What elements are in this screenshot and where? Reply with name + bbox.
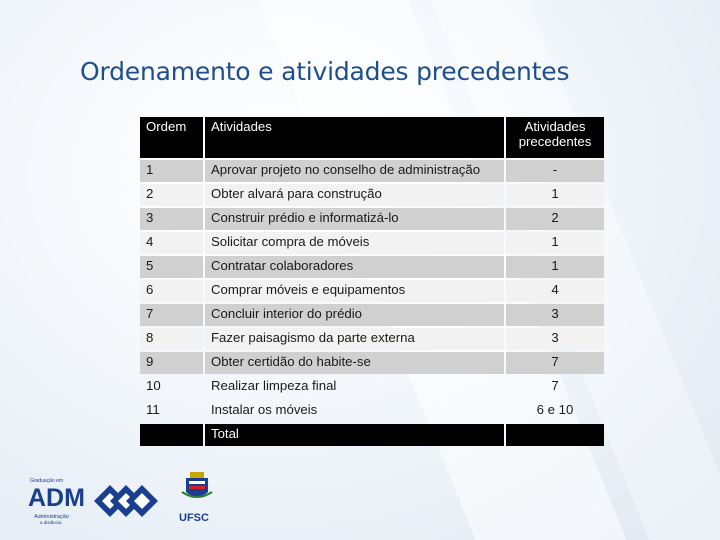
- cell-precedentes: 6 e 10: [536, 402, 574, 417]
- table-footer-row: [140, 424, 604, 446]
- table-row: [140, 376, 604, 398]
- cell-precedentes: 1: [506, 232, 604, 254]
- header-ordem: Ordem: [140, 117, 203, 158]
- cell-atividade: Solicitar compra de móveis: [205, 232, 504, 254]
- cell-ordem: 4: [140, 232, 203, 254]
- cell-atividade: Aprovar projeto no conselho de administração: [205, 160, 504, 182]
- table-row: [140, 256, 604, 278]
- ufsc-text: UFSC: [179, 512, 209, 524]
- table-row: [140, 208, 604, 230]
- cell-atividade: Obter certidão do habite-se: [205, 352, 504, 374]
- adm-small-bottom: Administração: [34, 514, 69, 520]
- cell-atividade: Contratar colaboradores: [205, 256, 504, 278]
- cell-precedentes: 4: [506, 280, 604, 302]
- cell-precedentes: -: [506, 160, 604, 182]
- cell-ordem: 10: [146, 378, 161, 393]
- table-row: [140, 304, 604, 326]
- cell-atividade: Comprar móveis e equipamentos: [205, 280, 504, 302]
- adm-logo: [28, 478, 85, 525]
- cell-precedentes: 2: [506, 208, 604, 230]
- table-row: [140, 232, 604, 254]
- table-body: [140, 160, 604, 422]
- table-row: [140, 160, 604, 182]
- footer-blank: [140, 424, 203, 446]
- adm-text: ADM: [28, 484, 85, 512]
- cell-atividade: Instalar os móveis: [211, 402, 318, 417]
- header-atividades: Atividades: [205, 117, 504, 158]
- cell-ordem: 3: [140, 208, 203, 230]
- table-row: [140, 400, 604, 422]
- footer-total: Total: [205, 424, 504, 446]
- cell-atividade: Realizar limpeza final: [211, 378, 337, 393]
- slide-title: Ordenamento e atividades precedentes: [80, 57, 570, 86]
- cell-precedentes: 1: [506, 256, 604, 278]
- adm-small-top: Graduação em: [30, 478, 64, 484]
- header-precedentes: Atividades precedentes: [506, 117, 604, 158]
- table-header-row: [140, 117, 604, 158]
- cell-precedentes: 3: [506, 328, 604, 350]
- table-row: [140, 328, 604, 350]
- table-row: [140, 352, 604, 374]
- cell-ordem: 5: [140, 256, 203, 278]
- cell-ordem: 2: [140, 184, 203, 206]
- cell-precedentes: 3: [506, 304, 604, 326]
- cell-ordem: 11: [146, 402, 160, 417]
- cell-atividade: Fazer paisagismo da parte externa: [205, 328, 504, 350]
- cell-ordem: 1: [140, 160, 203, 182]
- cell-precedentes: 7: [551, 378, 559, 393]
- activities-table: [138, 115, 606, 448]
- table-row: [140, 280, 604, 302]
- cell-atividade: Obter alvará para construção: [205, 184, 504, 206]
- cell-ordem: 9: [140, 352, 203, 374]
- cell-ordem: 6: [140, 280, 203, 302]
- diamond-logo-icon: [94, 485, 158, 517]
- cell-ordem: 7: [140, 304, 203, 326]
- adm-small-bottom2: a distância: [40, 520, 62, 525]
- cell-atividade: Concluir interior do prédio: [205, 304, 504, 326]
- cell-atividade: Construir prédio e informatizá-lo: [205, 208, 504, 230]
- logos: [26, 468, 216, 530]
- cell-precedentes: 1: [506, 184, 604, 206]
- cell-precedentes: 7: [506, 352, 604, 374]
- table-row: [140, 184, 604, 206]
- footer-blank: [506, 424, 604, 446]
- cell-ordem: 8: [140, 328, 203, 350]
- ufsc-crest-icon: [182, 472, 212, 497]
